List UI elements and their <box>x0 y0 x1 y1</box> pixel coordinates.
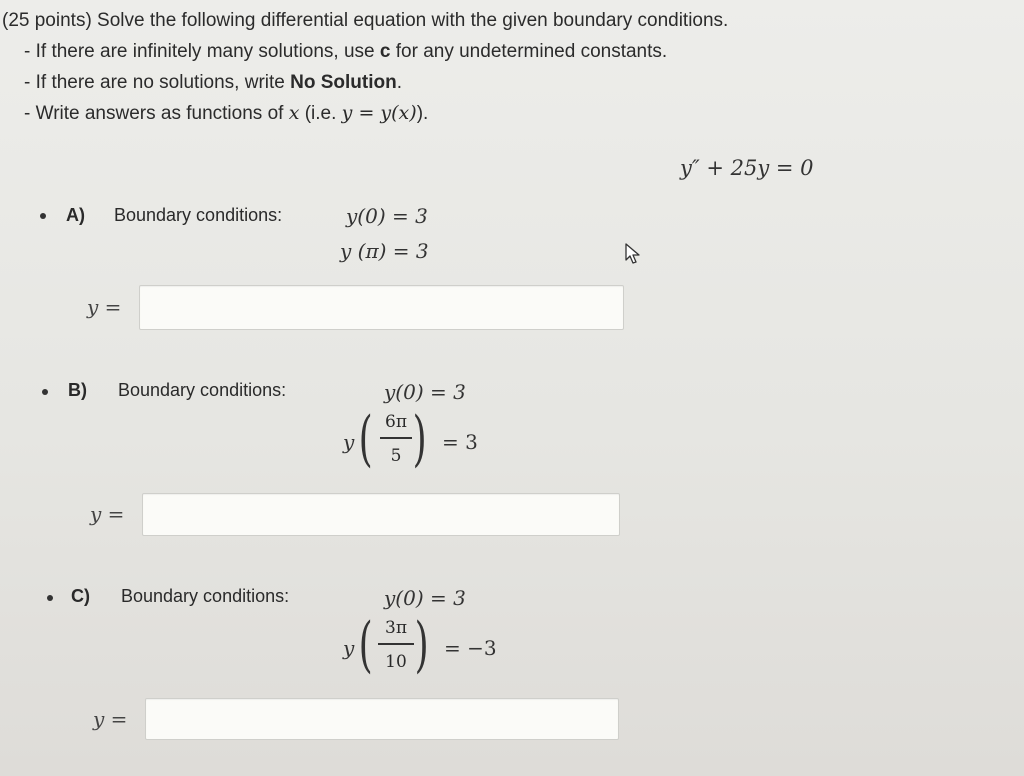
part-b-bc1: y(0) = 3 <box>384 380 466 404</box>
instruction-no-solution: - If there are no solutions, write No Solution. <box>24 72 402 93</box>
part-a-bc-label: Boundary conditions: <box>114 205 283 225</box>
differential-equation: y″ + 25y = 0 <box>680 156 814 180</box>
part-c-answer-input[interactable] <box>145 698 619 740</box>
instruction-infinite: - If there are infinitely many solutions, use c for any undetermined constants. <box>24 41 668 62</box>
part-b-left-paren: ( <box>358 404 373 474</box>
part-b-bc-label: Boundary conditions: <box>118 380 287 400</box>
part-c-bc2-denominator: 10 <box>385 652 407 672</box>
part-c-y-equals: y = <box>93 707 128 731</box>
part-c-bc-label: Boundary conditions: <box>121 586 290 606</box>
part-b-bc2-denominator: 5 <box>390 446 402 466</box>
part-c-label: C) <box>71 586 90 606</box>
mouse-pointer-icon <box>624 243 642 265</box>
part-c-right-paren: ) <box>414 610 429 680</box>
part-c-fraction-bar <box>378 643 414 645</box>
part-b-right-paren: ) <box>412 404 427 474</box>
part-c-bc1: y(0) = 3 <box>384 586 466 610</box>
part-a-label: A) <box>66 205 85 225</box>
part-b-bc2-numerator: 6π <box>385 412 407 432</box>
bullet-a <box>40 213 46 219</box>
part-c-bc2-numerator: 3π <box>385 618 407 638</box>
part-b-fraction-bar <box>380 437 412 439</box>
part-b-answer-input[interactable] <box>142 493 620 536</box>
bullet-c <box>47 595 53 601</box>
part-b-bc2-func: y <box>343 430 355 454</box>
bullet-b <box>42 389 48 395</box>
part-c-bc2 <box>340 610 510 680</box>
part-c-bc2-func: y <box>343 636 355 660</box>
part-c-left-paren: ( <box>358 610 373 680</box>
part-a-bc2: y (π) = 3 <box>340 239 429 263</box>
part-a-y-equals: y = <box>87 295 122 319</box>
part-c-bc2-rhs: = −3 <box>444 636 497 660</box>
part-b-bc2 <box>340 404 500 474</box>
problem-statement: (25 points) Solve the following differential equation with the given boundary conditions. <box>2 10 729 31</box>
part-b-bc2-rhs: = 3 <box>442 430 478 454</box>
part-a-answer-input[interactable] <box>139 285 624 330</box>
part-a-bc1: y(0) = 3 <box>346 204 428 228</box>
instruction-functions: - Write answers as functions of x (i.e. y = y(x)). <box>24 102 429 124</box>
part-b-label: B) <box>68 380 87 400</box>
part-b-y-equals: y = <box>90 502 125 526</box>
